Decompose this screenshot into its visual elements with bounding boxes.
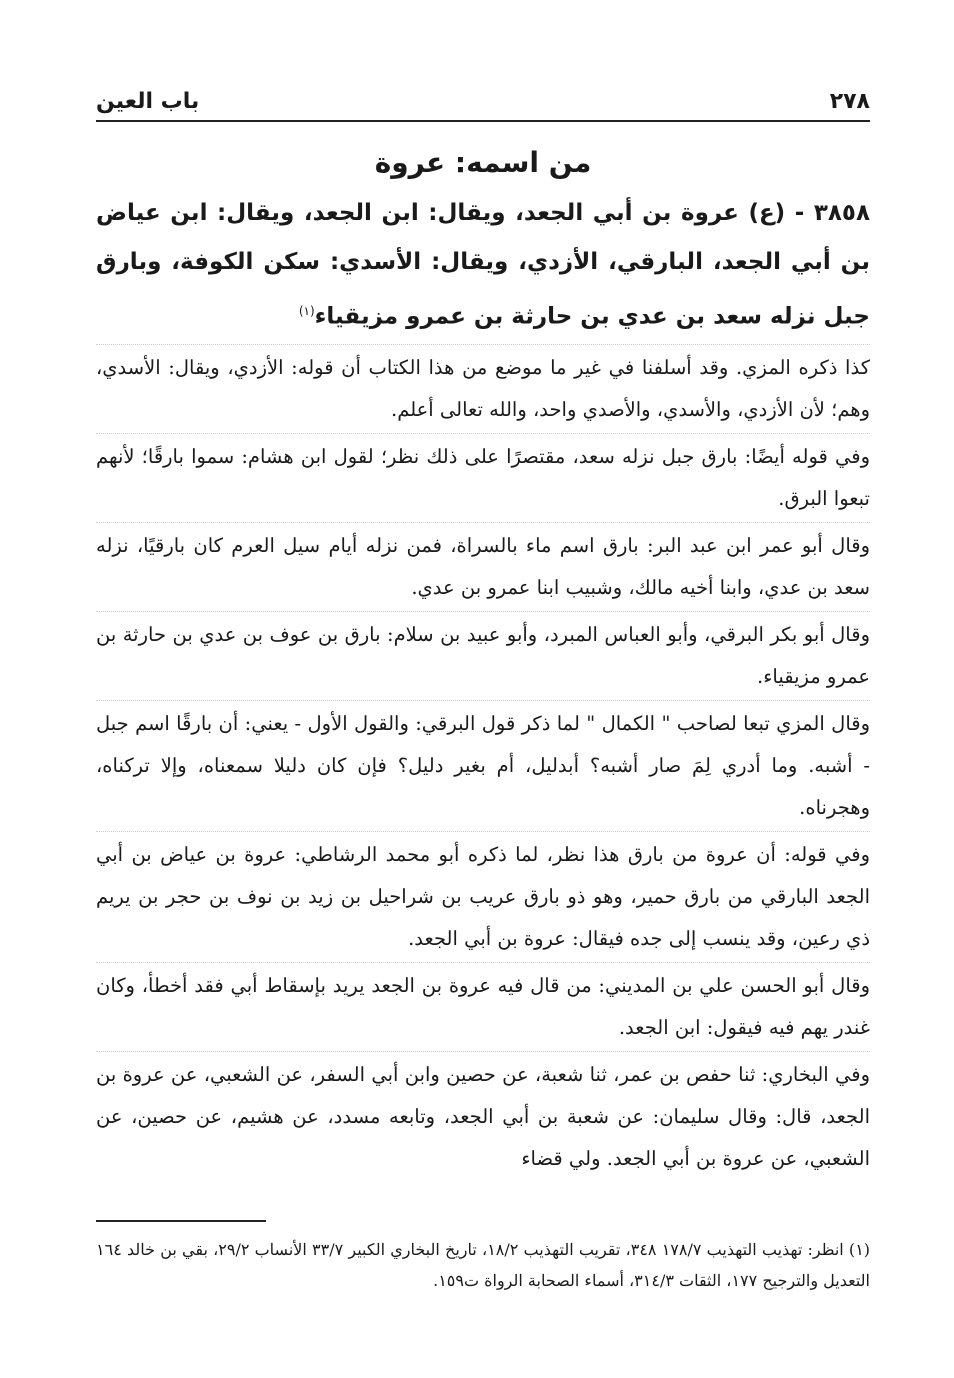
footnote-ref: (١) [298,304,315,318]
entry-heading [96,189,870,342]
paragraph: وفي قوله أيضًا: بارق جبل نزله سعد، مقتصرًا على ذلك نظر؛ لقول ابن هشام: سموا بارقًا؛ لأنهم تبعوا البرق. [96,444,870,510]
page-header [96,78,870,114]
paragraph: وقال أبو عمر ابن عبد البر: بارق اسم ماء بالسراة، فمن نزله أيام سيل العرم كان بارقيًا، نزله سعد بن عدي، وابنا أخيه مالك، وشبيب ابنا عمرو بن عدي. [96,533,870,599]
paragraph: كذا ذكره المزي. وقد أسلفنا في غير ما موضع من هذا الكتاب أن قوله: الأزدي، ويقال: الأسدي، وهم؛ لأن الأزدي، والأسدي، والأصدي واحد، والله تعالى أعلم. [96,355,870,421]
page-number: ٢٧٨ [829,89,870,114]
paragraph: وفي البخاري: ثنا حفص بن عمر، ثنا شعبة، عن حصين وابن أبي السفر، عن الشعبي، عن عروة بن الجعد، قال: وقال سليمان: عن شعبة بن أبي الجعد، وتابعه مسدد، عن هشيم، عن حصين، عن الشعبي، عن عروة بن أبي الجعد. ولي قضاء [96,1062,870,1170]
footnote-rule [96,1220,266,1222]
header-rule [96,120,870,122]
paragraph: وقال أبو الحسن علي بن المديني: من قال فيه عروة بن الجعد يريد بإسقاط أبي فقد أخطأ، وكان غندر يهم فيه فيقول: ابن الجعد. [96,973,870,1039]
paragraph: وقال أبو بكر البرقي، وأبو العباس المبرد، وأبو عبيد بن سلام: بارق بن عوف بن عدي بن حارثة بن عمرو مزيقياء. [96,622,870,688]
entry-text: ٣٨٥٨ - (ع) عروة بن أبي الجعد، ويقال: ابن الجعد، ويقال: ابن عياض بن أبي الجعد، البارقي، الأزدي، ويقال: الأسدي: سكن الكوفة، وبارق جبل نزله سعد بن عدي بن حارثة بن عمرو مزيقياء [96,200,870,330]
footnote: (١) انظر: تهذيب التهذيب ١٧٨/٧ ٣٤٨، تقريب التهذيب ١٨/٢، تاريخ البخاري الكبير ٣٣/٧ الأنساب ٢٩/٢، بقي بن خالد ١٦٤ التعديل والترجيح ١٧٧، الثقات ٣١٤/٣، أسماء الصحابة الرواة ت١٥٩. [96,1239,871,1290]
section-title: من اسمه: عروة [374,146,592,179]
paragraph: وفي قوله: أن عروة من بارق هذا نظر، لما ذكره أبو محمد الرشاطي: عروة بن عياض بن أبي الجعد البارقي من بارق حمير، وهو ذو بارق عريب بن شراحيل بن زيد بن نوف بن حجر بن يريم ذي رعين، وقد ينسب إلى جده فيقال: عروة بن أبي الجعد. [96,842,870,950]
chapter-title: باب العين [96,89,200,114]
paragraph: وقال المزي تبعا لصاحب " الكمال " لما ذكر قول البرقي: والقول الأول - يعني: أن بارقًا اسم جبل - أشبه. وما أدري لِمَ صار أشبه؟ أبدليل، أم بغير دليل؟ فإن كان دليلا سمعناه، وإلا تركناه، وهجرناه. [96,711,870,819]
